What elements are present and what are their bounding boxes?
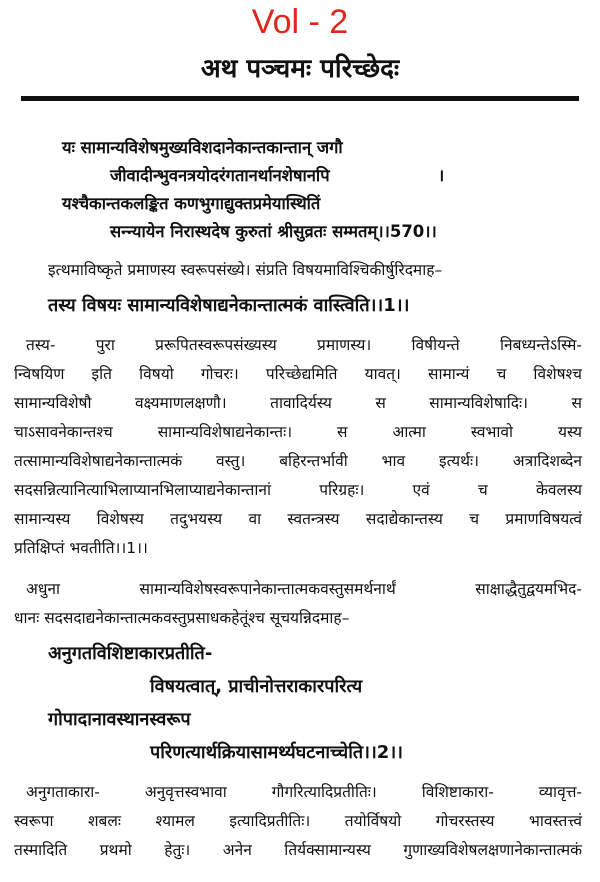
- sutra-1: तस्य विषयः सामान्यविशेषाद्यनेकान्तात्मकं वास्त्विति।।1।।: [48, 295, 410, 316]
- chapter-title: अथ पञ्चमः परिच्छेदः: [200, 54, 400, 84]
- commentary-1-line-5: तत्सामान्यविशेषाद्यनेकान्तात्मकं वस्तु। बहिरन्तर्भावी भाव इत्यर्थः। अत्रादिशब्देन: [14, 452, 582, 470]
- commentary-1-line-7: सामान्यस्य विशेषस्य तदुभयस्य वा स्वतन्त्रस्य सदाद्येकान्तस्य च प्रमाणविषयत्वं: [14, 510, 582, 528]
- sutra-2-line-1: अनुगतविशिष्टाकारप्रतीति-: [48, 643, 213, 664]
- commentary-2-line-3: तस्मादिति प्रथमो हेतुः। अनेन तिर्यक्सामान्यस्य गुणाख्यविशेषलक्षणानेकान्तात्मकं: [14, 841, 582, 859]
- commentary-2-line-2: स्वरूपा शबलः श्यामल इत्यादिप्रतीतिः। तयोर्विषयो गोचरस्तस्य भावस्तत्त्वं: [14, 812, 582, 830]
- intro-paragraph-2-line-1: अधुना सामान्यविशेषस्वरूपानेकान्तात्मकवस्तुसमर्थनार्थं साक्षाद्धैतुद्वयमभिद-: [26, 580, 582, 598]
- commentary-2-line-1: अनुगताकारा- अनुवृत्तस्वभावा गौगरित्यादिप्रतीतिः। विशिष्टाकारा- व्यावृत्त-: [26, 783, 582, 801]
- commentary-1-line-2: न्विषयिण इति विषयो गोचरः। परिच्छेद्यमिति यावत्। सामान्यं च विशेषश्च: [14, 365, 582, 383]
- sutra-2-line-4: परिणत्यार्थक्रियासामर्थ्यघटनाच्चेति।।2।।: [150, 742, 403, 763]
- commentary-1-line-4: चाऽसावनेकान्तश्च सामान्यविशेषाद्यनेकान्तः। स आत्मा स्वभावो यस्य: [14, 423, 582, 441]
- verse-line-2: जीवादीन्भुवनत्रयोदरंगतानर्थानशेषानपि: [110, 166, 330, 185]
- sutra-2-line-2: विषयत्वात्, प्राचीनोत्तराकारपरित्य: [150, 676, 363, 697]
- commentary-1-line-6: सदसन्नित्यानित्याभिलाप्यानभिलाप्याद्यनेकान्तानां परिग्रहः। एवं च केवलस्य: [14, 481, 582, 499]
- commentary-1-line-3: सामान्यविशेषौ वक्ष्यमाणलक्षणौ। तावादिर्यस्य स सामान्यविशेषादिः। स: [14, 394, 582, 412]
- sutra-2-line-3: गोपादानावस्थानस्वरूप: [48, 709, 191, 730]
- verse-danda: ।: [438, 166, 445, 185]
- verse-line-4: सन्न्यायेन निरास्थदेष कुरुतां श्रीसुव्रतः सम्मतम्।।570।।: [110, 222, 437, 241]
- intro-paragraph-2-line-2: धानः सदसदाद्यनेकान्तात्मकवस्तुप्रसाधकहेतूंश्च सूचयन्निदमाह–: [14, 609, 350, 627]
- intro-paragraph-1: इत्थमाविष्कृते प्रमाणस्य स्वरूपसंख्ये। संप्रति विषयमाविश्चिकीर्षुरिदमाह–: [48, 261, 443, 279]
- commentary-1-line-1: तस्य- पुरा प्ररूपितस्वरूपसंख्यस्य प्रमाणस्य। विषीयन्ते निबध्यन्तेऽस्मि-: [26, 336, 582, 354]
- title-divider: [21, 96, 579, 101]
- volume-label: Vol - 2: [251, 3, 349, 41]
- verse-line-1: यः सामान्यविशेषमुख्यविशदानेकान्तकान्तान् जगौ: [62, 138, 343, 157]
- verse-line-3: यश्चैकान्तकलङ्कित कणभुगाद्युक्तप्रमेयास्थितिं: [62, 194, 321, 213]
- commentary-1-line-8: प्रतिक्षिप्तं भवतीति।।1।।: [14, 539, 148, 557]
